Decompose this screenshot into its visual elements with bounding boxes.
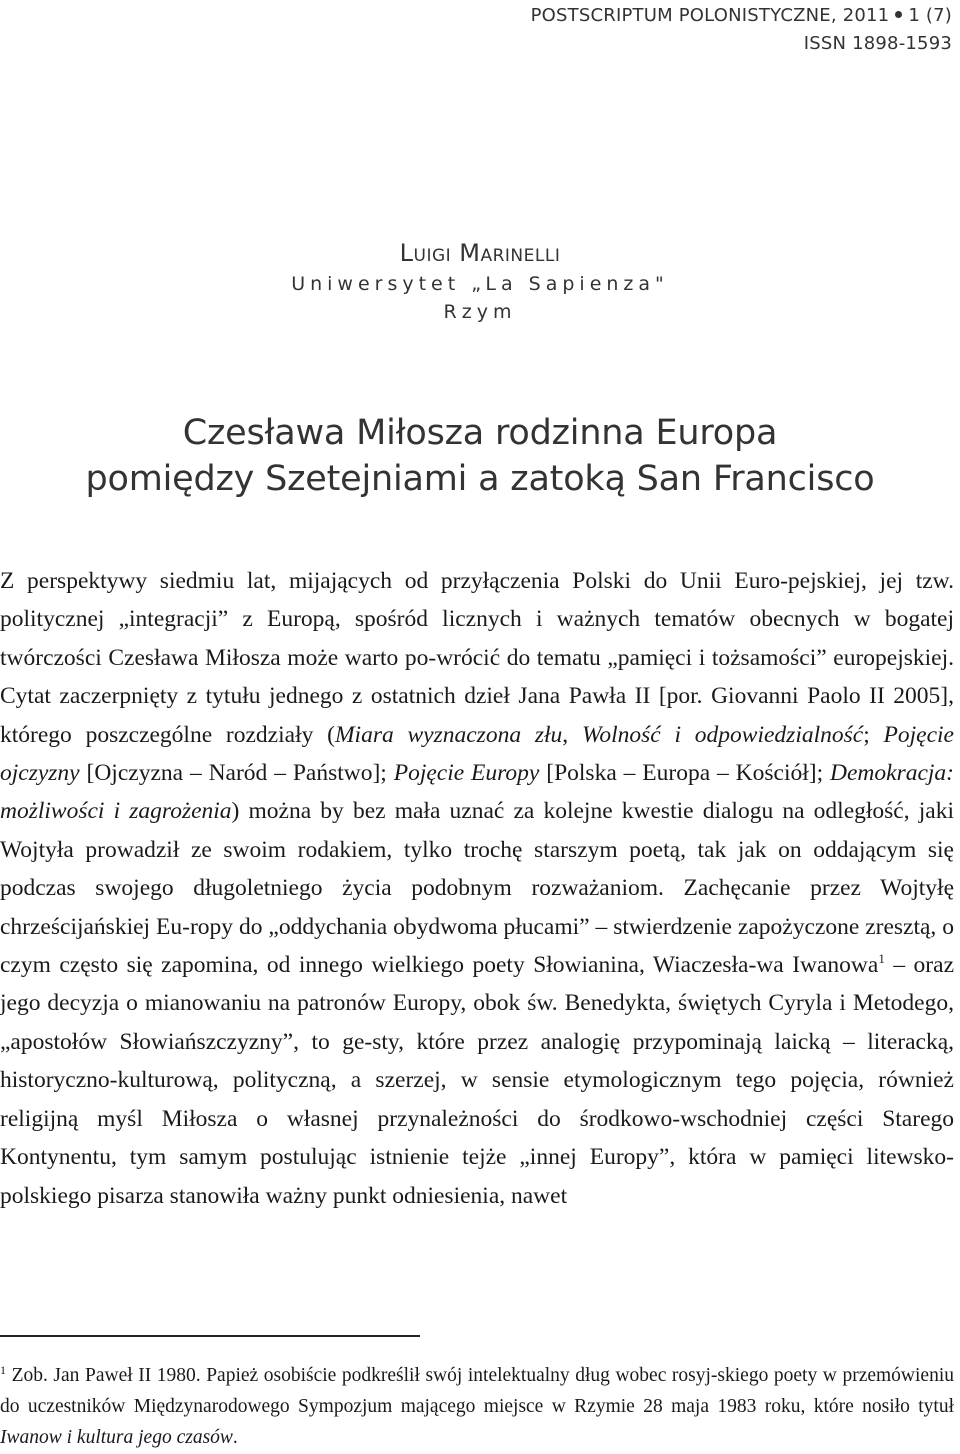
author-affiliation: Uniwersytet „La Sapienza" bbox=[291, 273, 669, 295]
journal-header bbox=[531, 2, 952, 58]
bullet-icon bbox=[895, 11, 902, 18]
body-text-4: [Ojczyzna – Naród – Państwo]; bbox=[79, 760, 394, 787]
body-text-6: ) można by bez mała uznać za kolejne kwestie dialogu na odległość, jaki Wojtyła prowadził ze swoim rodakiem, tylko trochę starszym poetą, tak jak on oddającym się podczas swojego długoletniego życia podobnym rozważaniom. Zachęcanie przez Wojtyłę chrześcijańskiej Eu-ropy do „oddychania obydwoma płucami” – stwierdzenie zapożyczone zresztą, o czym często się zapomina, od innego wielkiego poety Słowianina, Wiaczesła-wa Iwanowa bbox=[0, 798, 954, 979]
journal-issue: 1 (7) bbox=[908, 5, 952, 26]
author-block bbox=[0, 236, 960, 326]
title-line-2: pomiędzy Szetejniami a zatoką San Francisco bbox=[85, 459, 875, 499]
title-line-1: Czesława Miłosza rodzinna Europa bbox=[182, 413, 778, 453]
footnote-ref[interactable]: 1 bbox=[878, 951, 885, 967]
footnote-cited-title: Iwanow i kultura jego czasów bbox=[0, 1427, 233, 1448]
body-text-1: Z perspektywy siedmiu lat, mijających od przyłączenia Polski do Unii Euro-pejskiej, jej tzw. politycznej „integracji” z Europą, spośród licznych i ważnych tematów obecnych w bogatej twórczości Czesława Miłosza może warto po-wrócić do tematu „pamięci i tożsamości” europejskiej. Cytat zaczerpnięty z tytułu jednego z ostatnich dzieł Jana Pawła II [por. Giovanni Paolo II 2005], którego poszczególne rozdziały ( bbox=[0, 568, 954, 748]
journal-name: POSTSCRIPTUM POLONISTYCZNE, 2011 bbox=[530, 5, 890, 26]
footnote-end: . bbox=[232, 1427, 238, 1448]
body-text-2: , bbox=[562, 721, 582, 748]
chapter-title-2: Wolność i odpowiedzialność bbox=[581, 721, 864, 748]
footnote-divider bbox=[0, 1335, 420, 1337]
chapter-title-3: Pojęcie ojczyzny bbox=[0, 721, 954, 787]
body-text-5: [Polska – Europa – Kościół]; bbox=[539, 760, 831, 787]
footnote bbox=[0, 1360, 954, 1453]
article-title bbox=[0, 410, 960, 502]
chapter-title-1: Miara wyznaczona złu bbox=[334, 721, 563, 748]
footnote-number: 1 bbox=[0, 1363, 6, 1377]
author-name: Luigi Marinelli bbox=[399, 239, 561, 267]
author-city: Rzym bbox=[443, 301, 517, 323]
body-text-3: ; bbox=[863, 721, 884, 748]
footnote-text: Zob. Jan Paweł II 1980. Papież osobiście podkreślił swój intelektualny dług wobec rosyj-skiego poety w przemówieniu do uczestników Międzynarodowego Sympozjum mającego miejsce w Rzymie 28 maja 1983 roku, które nosiło tytuł bbox=[0, 1365, 954, 1417]
body-text-7: – oraz jego decyzja o mianowaniu na patronów Europy, obok św. Benedykta, świętych Cyryla i Metodego, „apostołów Słowiańszczyzny”, to ge-sty, które przez analogię przypominają laicką – literacką, historyczno-kulturową, polityczną, a szerzej, w sensie etymologicznym tego pojęcia, również religijną myśl Miłosza o własnej przynależności do środkowo-wschodniej części Starego Kontynentu, tym samym postulując istnienie tejże „innej Europy”, która w pamięci litewsko-polskiego pisarza stanowiła ważny punkt odniesienia, nawet bbox=[0, 952, 954, 1209]
body-paragraph bbox=[0, 562, 954, 1215]
chapter-title-5: Demokracja: możliwości i zagrożenia bbox=[0, 760, 954, 825]
journal-line bbox=[531, 2, 952, 30]
chapter-title-4: Pojęcie Europy bbox=[393, 760, 540, 787]
journal-issn: ISSN 1898-1593 bbox=[803, 33, 952, 54]
